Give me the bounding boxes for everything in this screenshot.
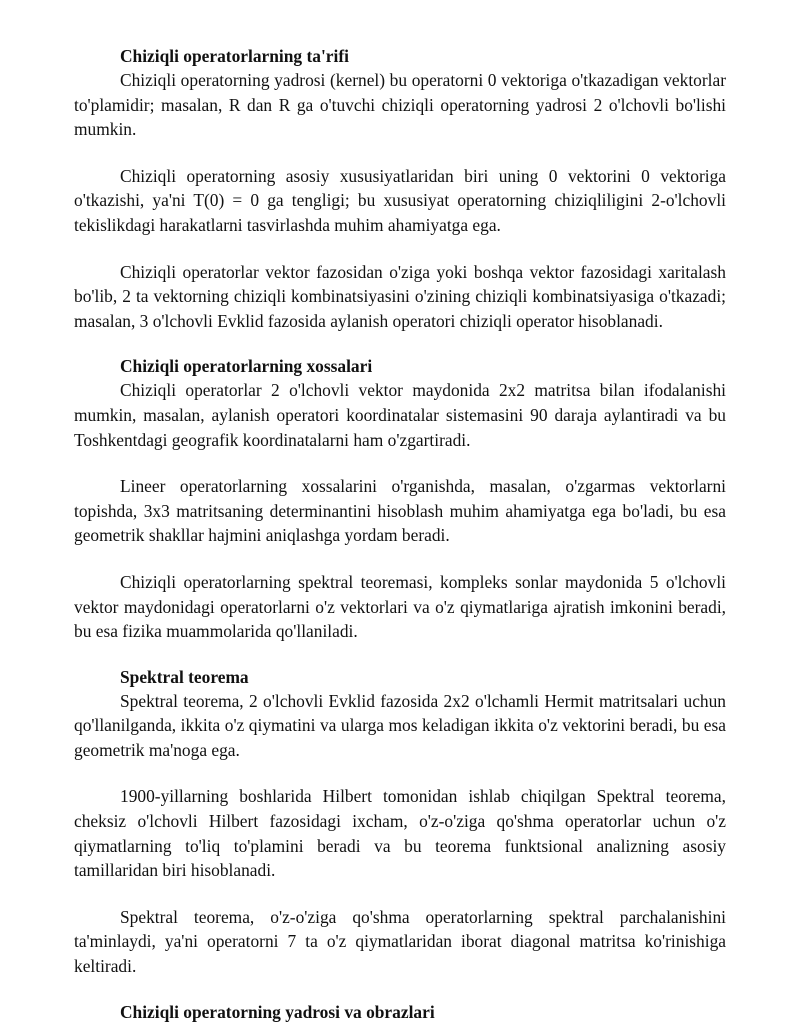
section-heading: Chiziqli operatorlarning xossalari xyxy=(120,356,373,377)
section-heading: Spektral teorema xyxy=(120,666,249,687)
section-heading: Chiziqli operatorning yadrosi va obrazlari xyxy=(120,1001,435,1022)
paragraph: Lineer operatorlarning xossalarini o'rganishda, masalan, o'zgarmas vektorlarni topishda, 3x3 matritsaning determinantini hisoblash muhim ahamiyatga ega bo'ladi, bu esa geometrik shakllar hajmini aniqlashga yordam beradi. xyxy=(74,476,726,546)
paragraph: Spektral teorema, o'z-o'ziga qo'shma operatorlarning spektral parchalanishini ta'minlaydi, ya'ni operatorni 7 ta o'z qiymatlaridan iborat diagonal matritsa ko'rinishiga keltiradi. xyxy=(74,906,726,977)
paragraph: Chiziqli operatorlarning spektral teoremasi, kompleks sonlar maydonida 5 o'lchovli vektor maydonidagi operatorlarni o'z vektorlari va o'z qiymatlariga ajratish imkonini beradi, bu esa fizika muammolarida qo'llaniladi. xyxy=(74,571,726,642)
paragraph: Chiziqli operatorlar 2 o'lchovli vektor maydonida 2x2 matritsa bilan ifodalanishi mumkin, masalan, aylanish operatori koordinatalar sistemasini 90 daraja aylantiradi va bu Toshkentdagi geografik koordinatalarni ham o'zgartiradi. xyxy=(74,380,726,450)
paragraph: Chiziqli operatorlar vektor fazosidan o'ziga yoki boshqa vektor fazosidagi xaritalash bo'lib, 2 ta vektorning chiziqli kombinatsiyasini o'zining chiziqli kombinatsiyasiga o'tkazadi; masalan, 3 o'lchovli Evklid fazosida aylanish operatori chiziqli operator hisoblanadi. xyxy=(74,261,726,331)
paragraph: Spektral teorema, 2 o'lchovli Evklid fazosida 2x2 o'lchamli Hermit matritsalari uchun qo'llanilganda, ikkita o'z qiymatini va ularga mos keladigan ikkita o'z vektorini beradi, bu esa geometrik ma'noga ega. xyxy=(74,690,726,760)
paragraph: 1900-yillarning boshlarida Hilbert tomonidan ishlab chiqilgan Spektral teorema, cheksiz o'lchovli Hilbert fazosidagi ixcham, o'z-o'ziga qo'shma operatorlar uchun o'z qiymatlarning to'liq to'plamini beradi va bu teorema funktsional analizning asosiy tamillaridan biri hisoblanadi. xyxy=(74,786,726,881)
section-heading: Chiziqli operatorlarning ta'rifi xyxy=(120,46,349,66)
paragraph: Chiziqli operatorning asosiy xususiyatlaridan biri uning 0 vektorini 0 vektoriga o'tkazishi, ya'ni T(0) = 0 ga tengligi; bu xususiyat operatorning chiziqliligini 2-o'lchovli tekislikdagi harakatlarni tasvirlashda muhim ahamiyatga ega. xyxy=(74,165,726,235)
paragraph: Chiziqli operatorning yadrosi (kernel) bu operatorni 0 vektoriga o'tkazadigan vektorlar to'plamidir; masalan, R dan R ga o'tuvchi chiziqli operatorning yadrosi 2 o'lchovli bo'lishi mumkin. xyxy=(74,70,726,140)
